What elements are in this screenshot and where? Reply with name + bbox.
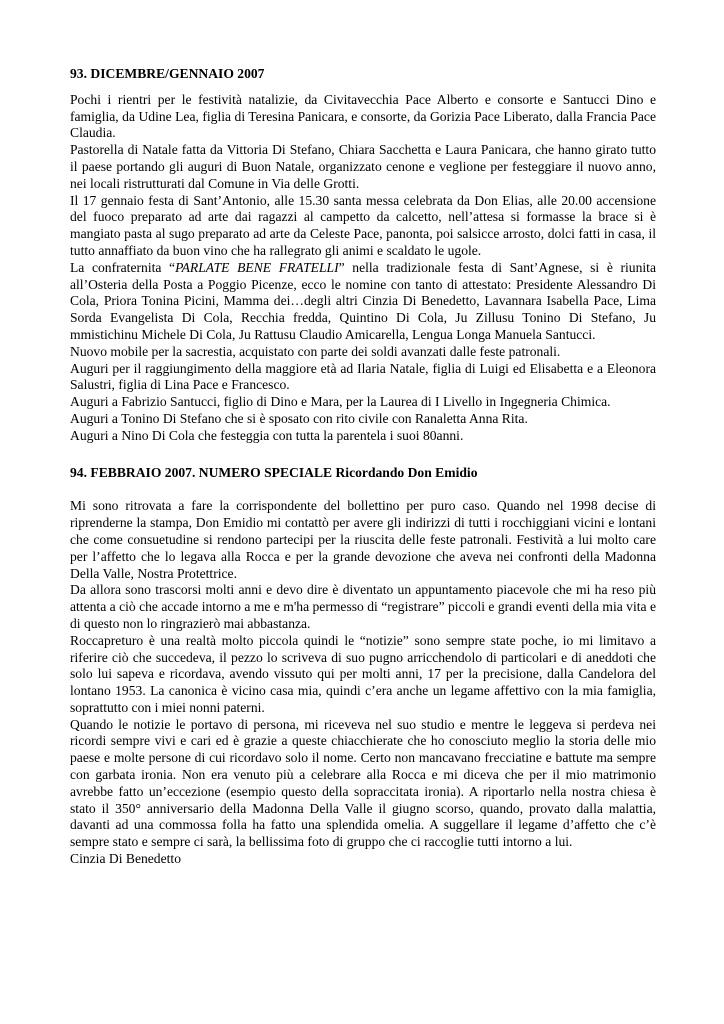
paragraph-auguri-80anni: Auguri a Nino Di Cola che festeggia con tutta la parentela i suoi 80anni. bbox=[70, 427, 464, 443]
confraternita-text-after: ” nella tradizionale festa di Sant’Agnese, si è riunita all’Osteria della Posta a Poggio Picenze, ecco le nomine con tanto di attestato: Presidente Alessandro Di Cola, Priora Tonina Picini, Mamma dei…degli altri Cinzia Di Benedetto, Lavannara Isabella Pace, Lima Sorda Evangelista Di Cola, Recchia fredda, Quintino Di Cola, Ju Zillusu Tonino Di Stefano, Ju mmistichinu Michele Di Cola, Ju Rattusu Claudio Amicarella, Lengua Longa Manuela Santucci. bbox=[70, 259, 656, 342]
paragraph-roccapreturo: Roccapreturo è una realtà molto piccola quindi le “notizie” sono sempre state poche, io mi limitavo a riferire ciò che succedeva, il pezzo lo scriveva di suo pugno arricchendolo di particolari e di aneddoti che solo lui sapeva e ricordava, avendo vissuto qui per molti anni, 17 per la precisione, dalla Candelora del lontano 1953. La canonica è vicino casa mia, quindi c’era anche un legame affettivo con la mia famiglia, soprattutto con i miei nonni paterni. bbox=[70, 632, 656, 715]
paragraph-rientri: Pochi i rientri per le festività natalizie, da Civitavecchia Pace Alberto e consorte e Santucci Dino e famiglia, da Udine Lea, figlia di Teresina Panicara, e consorte, da Gorizia Pace Liberato, dalla Francia Pace Claudia. bbox=[70, 91, 656, 141]
paragraph-pastorella: Pastorella di Natale fatta da Vittoria Di Stefano, Chiara Sacchetta e Laura Panicara, che hanno girato tutto il paese portando gli auguri di Buon Natale, organizzato cenone e veglione per festeggiare il nuovo anno, nei locali ristrutturati dal Comune in Via delle Grotti. bbox=[70, 142, 656, 191]
confraternita-text-before: La confraternita “ bbox=[70, 259, 176, 275]
paragraph-sant-antonio: Il 17 gennaio festa di Sant’Antonio, alle 15.30 santa messa celebrata da Don Elias, alle 20.00 accensione del fuoco preparato ad arte dai ragazzi al campetto da calcetto, nell’attesa si formasse la brace si è mangiato pasta al sugo preparato ad arte da Celeste Pace, panonta, poi salsicce arrosto, dolci fatti in casa, il tutto annaffiato da buon vino che ha rallegrato gli animi e scaldato le ugole. bbox=[70, 192, 656, 258]
paragraph-auguri-maggiore-eta: Auguri per il raggiungimento della maggiore età ad Ilaria Natale, figlia di Luigi ed Elisabetta e a Eleonora Salustri, figlia di Lina Pace e Francesco. bbox=[70, 360, 656, 393]
document-page bbox=[70, 66, 656, 868]
confraternita-name: PARLATE BENE FRATELLI bbox=[175, 259, 339, 275]
section-heading-93: 93. DICEMBRE/GENNAIO 2007 bbox=[70, 66, 265, 81]
paragraph-auguri-laurea: Auguri a Fabrizio Santucci, figlio di Dino e Mara, per la Laurea di I Livello in Ingegneria Chimica. bbox=[70, 394, 611, 410]
paragraph-ricordi: Quando le notizie le portavo di persona, mi riceveva nel suo studio e mentre le leggeva si perdeva nei ricordi sempre vivi e cari ed è grazie a queste chiacchierate che ho conosciuto meglio la storia delle mio paese e molte persone di cui ricordavo solo il nome. Certo non mancavano frecciatine e battute ma sempre con garbata ironia. Non era venuto più a celebrare alla Rocca e mi diceva che per il mio matrimonio avrebbe fatto un’eccezione (esempio questo della sopraccitata ironia). A riportarlo nella nostra chiesa è stato il 350° anniversario della Madonna Della Valle il giugno scorso, quando, provato dalla malattia, davanti ad una commossa folla ha fatto una splendida omelia. A suggellare il legame d’affetto che c’è sempre stato e sempre ci sarà, la bellissima foto di gruppo che ci raccoglie tutti intorno a lui. bbox=[70, 716, 656, 850]
paragraph-mobile-sacrestia: Nuovo mobile per la sacrestia, acquistato con parte dei soldi avanzati dalle feste patronali. bbox=[70, 343, 561, 359]
section-heading-94: 94. FEBBRAIO 2007. NUMERO SPECIALE Ricordando Don Emidio bbox=[70, 464, 478, 480]
paragraph-corrispondente: Mi sono ritrovata a fare la corrispondente del bollettino per puro caso. Quando nel 1998 decise di riprenderne la stampa, Don Emidio mi contattò per avere gli indirizzi di tutti i rocchiggiani vicini e lontani che come consuetudine si rendono partecipi per la riuscita delle feste patronali. Festività a lui molto care per l’affetto che lo legava alla Rocca e per la grande devozione che aveva nei confronti della Madonna Della Valle, Nostra Protettrice. bbox=[70, 498, 656, 581]
paragraph-auguri-matrimonio: Auguri a Tonino Di Stefano che si è sposato con rito civile con Ranaletta Anna Rita. bbox=[70, 410, 528, 426]
paragraph-appuntamento: Da allora sono trascorsi molti anni e devo dire è diventato un appuntamento piacevole che mi ha reso più attenta a ciò che accade intorno a me e m'ha permesso di “registrare” piccoli e grandi eventi della mia vita e di questo non lo ringrazierò mai abbastanza. bbox=[70, 582, 656, 631]
paragraph-confraternita bbox=[70, 260, 656, 344]
signature: Cinzia Di Benedetto bbox=[70, 851, 181, 867]
